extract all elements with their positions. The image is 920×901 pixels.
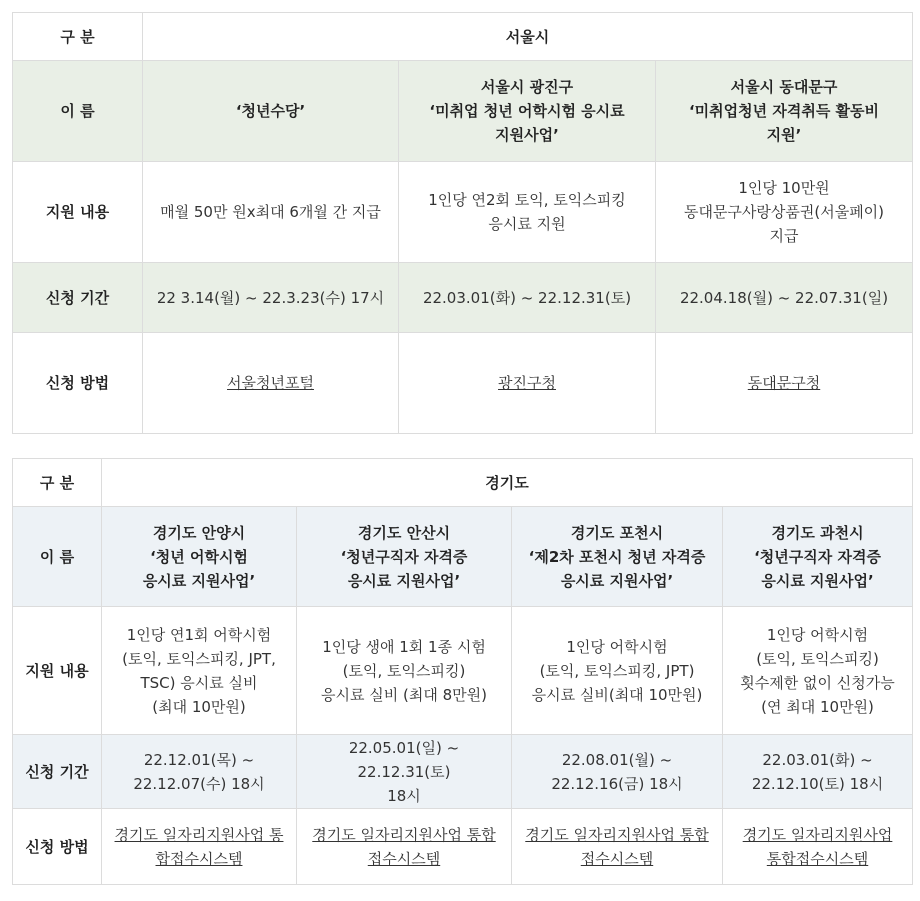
gyeonggi-method-row [13, 809, 913, 885]
support-cell: 1인당 10만원 동대문구사랑상품권(서울페이) 지급 [656, 162, 913, 263]
period-cell: 22.03.01(화) ~ 22.12.31(토) [399, 263, 656, 333]
program-name-cell: 경기도 과천시 ‘청년구직자 자격증 응시료 지원사업’ [723, 507, 913, 607]
method-cell [102, 809, 297, 885]
support-cell: 매월 50만 원x최대 6개월 간 지급 [143, 162, 399, 263]
support-cell: 1인당 연2회 토익, 토익스피킹 응시료 지원 [399, 162, 656, 263]
period-cell: 22.12.01(목) ~ 22.12.07(수) 18시 [102, 735, 297, 809]
name-label: 이 름 [13, 61, 143, 162]
category-label: 구 분 [13, 13, 143, 61]
support-label: 지원 내용 [13, 162, 143, 263]
method-cell [143, 333, 399, 434]
region-title: 서울시 [143, 13, 913, 61]
program-name-cell: 경기도 안양시 ‘청년 어학시험 응시료 지원사업’ [102, 507, 297, 607]
period-cell: 22.05.01(일) ~ 22.12.31(토) 18시 [297, 735, 512, 809]
method-label: 신청 방법 [13, 809, 102, 885]
apply-link[interactable]: 접수시스템 [367, 849, 441, 868]
apply-link[interactable]: 경기도 일자리지원사업 [742, 825, 893, 844]
period-label: 신청 기간 [13, 735, 102, 809]
period-cell: 22.03.01(화) ~ 22.12.10(토) 18시 [723, 735, 913, 809]
name-label: 이 름 [13, 507, 102, 607]
seoul-name-row [13, 61, 913, 162]
apply-link[interactable]: 합접수시스템 [155, 849, 243, 868]
support-cell: 1인당 어학시험 (토익, 토익스피킹) 횟수제한 없이 신청가능 (연 최대 10만원) [723, 607, 913, 735]
program-name-cell: ‘청년수당’ [143, 61, 399, 162]
support-cell: 1인당 연1회 어학시험 (토익, 토익스피킹, JPT, TSC) 응시료 실비 (최대 10만원) [102, 607, 297, 735]
seoul-support-row [13, 162, 913, 263]
apply-link[interactable]: 광진구청 [498, 374, 556, 392]
period-label: 신청 기간 [13, 263, 143, 333]
seoul-period-row [13, 263, 913, 333]
apply-link[interactable]: 경기도 일자리지원사업 통합 [312, 825, 496, 844]
program-name-cell: 서울시 동대문구 ‘미취업청년 자격취득 활동비 지원’ [656, 61, 913, 162]
support-label: 지원 내용 [13, 607, 102, 735]
method-cell [399, 333, 656, 434]
program-name-cell: 서울시 광진구 ‘미취업 청년 어학시험 응시료 지원사업’ [399, 61, 656, 162]
region-title: 경기도 [102, 459, 913, 507]
method-cell [512, 809, 723, 885]
support-cell: 1인당 생애 1회 1종 시험 (토익, 토익스피킹) 응시료 실비 (최대 8만원) [297, 607, 512, 735]
seoul-table [12, 12, 913, 434]
program-name-cell: 경기도 포천시 ‘제2차 포천시 청년 자격증 응시료 지원사업’ [512, 507, 723, 607]
method-cell [656, 333, 913, 434]
program-name-cell: 경기도 안산시 ‘청년구직자 자격증 응시료 지원사업’ [297, 507, 512, 607]
method-cell [297, 809, 512, 885]
gyeonggi-header-row [13, 459, 913, 507]
seoul-header-row [13, 13, 913, 61]
method-label: 신청 방법 [13, 333, 143, 434]
apply-link[interactable]: 접수시스템 [580, 849, 654, 868]
apply-link[interactable]: 서울청년포털 [227, 374, 314, 392]
gyeonggi-name-row [13, 507, 913, 607]
apply-link[interactable]: 동대문구청 [747, 374, 821, 392]
period-cell: 22.08.01(월) ~ 22.12.16(금) 18시 [512, 735, 723, 809]
gyeonggi-period-row [13, 735, 913, 809]
method-cell [723, 809, 913, 885]
apply-link[interactable]: 경기도 일자리지원사업 통 [114, 825, 284, 844]
gyeonggi-support-row [13, 607, 913, 735]
gyeonggi-table [12, 458, 913, 885]
support-cell: 1인당 어학시험 (토익, 토익스피킹, JPT) 응시료 실비(최대 10만원) [512, 607, 723, 735]
apply-link[interactable]: 경기도 일자리지원사업 통합 [525, 825, 709, 844]
category-label: 구 분 [13, 459, 102, 507]
period-cell: 22.04.18(월) ~ 22.07.31(일) [656, 263, 913, 333]
period-cell: 22 3.14(월) ~ 22.3.23(수) 17시 [143, 263, 399, 333]
apply-link[interactable]: 통합접수시스템 [766, 849, 869, 868]
seoul-method-row [13, 333, 913, 434]
